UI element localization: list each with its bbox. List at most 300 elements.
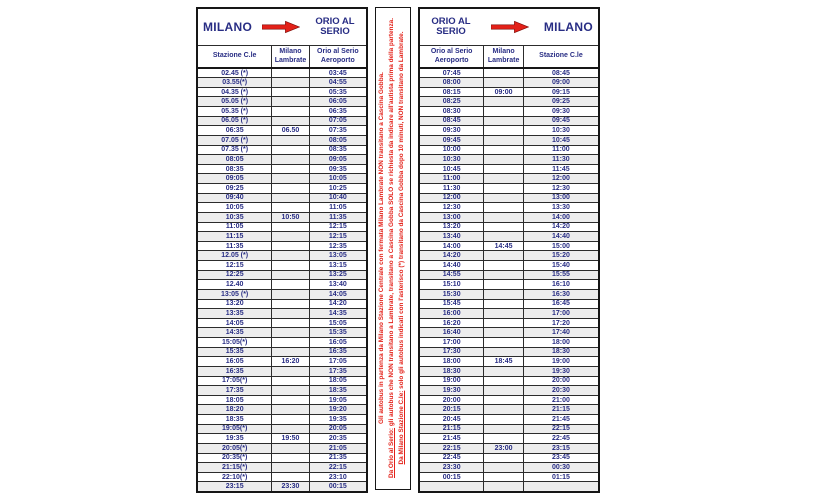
time-cell: 06.05 (*) bbox=[197, 116, 272, 126]
time-cell bbox=[272, 97, 309, 107]
table-row bbox=[419, 309, 599, 319]
time-cell: 07:35 bbox=[309, 126, 367, 136]
table-row bbox=[419, 164, 599, 174]
table-row bbox=[419, 328, 599, 338]
table-title-row bbox=[197, 8, 367, 46]
time-cell bbox=[484, 116, 524, 126]
destination-city-label: MILANO bbox=[543, 19, 593, 34]
time-cell: 20:05(*) bbox=[197, 443, 272, 453]
time-cell: 11:05 bbox=[197, 222, 272, 232]
time-cell: 14:05 bbox=[309, 289, 367, 299]
time-cell: 16:05 bbox=[197, 357, 272, 367]
time-cell bbox=[484, 366, 524, 376]
orio-to-milano-table bbox=[418, 7, 600, 493]
time-cell: 19:30 bbox=[419, 386, 484, 396]
time-cell bbox=[484, 68, 524, 78]
time-cell bbox=[272, 193, 309, 203]
time-cell: 18:05 bbox=[309, 376, 367, 386]
table-row bbox=[419, 318, 599, 328]
time-cell: 22:15 bbox=[523, 424, 599, 434]
column-header-stazione-cle: Stazione C.le bbox=[197, 46, 272, 69]
table-row bbox=[197, 443, 367, 453]
time-cell bbox=[272, 222, 309, 232]
time-cell: 10:25 bbox=[309, 184, 367, 194]
table-row bbox=[197, 318, 367, 328]
time-cell: 12:00 bbox=[523, 174, 599, 184]
notes-strip bbox=[375, 7, 411, 490]
table-row bbox=[419, 97, 599, 107]
time-cell: 17:00 bbox=[523, 309, 599, 319]
time-cell bbox=[484, 107, 524, 117]
time-cell: 22:45 bbox=[523, 434, 599, 444]
time-cell: 07.05 (*) bbox=[197, 135, 272, 145]
time-cell: 18:05 bbox=[197, 395, 272, 405]
time-cell bbox=[272, 299, 309, 309]
time-cell: 10:35 bbox=[197, 212, 272, 222]
time-cell: 23:45 bbox=[523, 453, 599, 463]
time-cell: 12:30 bbox=[523, 184, 599, 194]
time-cell bbox=[272, 328, 309, 338]
time-cell: 21:35 bbox=[309, 453, 367, 463]
time-cell: 19:00 bbox=[523, 357, 599, 367]
time-cell: 22:15 bbox=[309, 463, 367, 473]
table-row bbox=[419, 386, 599, 396]
time-cell: 14:40 bbox=[419, 261, 484, 271]
time-cell: 00:15 bbox=[309, 482, 367, 492]
table-row bbox=[197, 424, 367, 434]
time-cell: 02.45 (*) bbox=[197, 68, 272, 78]
time-cell: 11:30 bbox=[419, 184, 484, 194]
time-cell bbox=[484, 164, 524, 174]
time-cell: 18:35 bbox=[309, 386, 367, 396]
table-row bbox=[197, 68, 367, 78]
time-cell: 16:35 bbox=[309, 347, 367, 357]
time-cell bbox=[523, 482, 599, 492]
time-cell: 20:00 bbox=[419, 395, 484, 405]
time-cell: 10:45 bbox=[419, 164, 484, 174]
time-cell: 18:20 bbox=[197, 405, 272, 415]
time-cell: 06:05 bbox=[309, 97, 367, 107]
table-row bbox=[197, 395, 367, 405]
table-row bbox=[197, 107, 367, 117]
time-cell: 11:00 bbox=[523, 145, 599, 155]
time-cell: 08:45 bbox=[419, 116, 484, 126]
time-cell bbox=[484, 453, 524, 463]
time-cell: 07:05 bbox=[309, 116, 367, 126]
table-row bbox=[419, 395, 599, 405]
table-row bbox=[197, 135, 367, 145]
time-cell: 05:35 bbox=[309, 87, 367, 97]
time-cell: 16:40 bbox=[419, 328, 484, 338]
table-row bbox=[419, 174, 599, 184]
time-cell: 16:10 bbox=[523, 280, 599, 290]
time-cell: 09:00 bbox=[523, 78, 599, 88]
table-row bbox=[197, 453, 367, 463]
time-cell: 17:00 bbox=[419, 338, 484, 348]
note-line-1 bbox=[378, 8, 386, 488]
time-cell bbox=[272, 309, 309, 319]
table-row bbox=[419, 357, 599, 367]
table-row bbox=[197, 376, 367, 386]
time-cell: 14:40 bbox=[523, 232, 599, 242]
time-cell: 21:00 bbox=[523, 395, 599, 405]
time-cell bbox=[272, 338, 309, 348]
time-cell: 17:40 bbox=[523, 328, 599, 338]
table-row bbox=[197, 463, 367, 473]
time-cell: 22:10(*) bbox=[197, 472, 272, 482]
column-header-orio-aeroporto: Orio al Serio Aeroporto bbox=[419, 46, 484, 69]
time-cell: 15:35 bbox=[309, 328, 367, 338]
time-cell: 08:05 bbox=[309, 135, 367, 145]
time-cell: 04.35 (*) bbox=[197, 87, 272, 97]
table-row bbox=[197, 241, 367, 251]
time-cell bbox=[484, 405, 524, 415]
time-cell: 19:00 bbox=[419, 376, 484, 386]
time-cell bbox=[272, 203, 309, 213]
time-cell: 15:45 bbox=[419, 299, 484, 309]
time-cell bbox=[272, 395, 309, 405]
time-cell bbox=[272, 453, 309, 463]
table-row bbox=[197, 415, 367, 425]
table-row bbox=[419, 434, 599, 444]
time-cell bbox=[484, 270, 524, 280]
table-row bbox=[197, 405, 367, 415]
time-cell: 08:30 bbox=[419, 107, 484, 117]
table-row bbox=[419, 463, 599, 473]
table-row bbox=[419, 405, 599, 415]
time-cell bbox=[484, 434, 524, 444]
time-cell: 13:25 bbox=[309, 270, 367, 280]
time-cell bbox=[272, 443, 309, 453]
time-cell bbox=[484, 482, 524, 492]
time-cell bbox=[484, 347, 524, 357]
time-cell: 14:55 bbox=[419, 270, 484, 280]
table-row bbox=[197, 97, 367, 107]
time-cell: 11:00 bbox=[419, 174, 484, 184]
time-cell: 15:10 bbox=[419, 280, 484, 290]
time-cell bbox=[272, 405, 309, 415]
time-cell: 19:20 bbox=[309, 405, 367, 415]
table-row bbox=[197, 232, 367, 242]
time-cell: 14:35 bbox=[309, 309, 367, 319]
time-cell: 15:35 bbox=[197, 347, 272, 357]
time-cell: 12:25 bbox=[197, 270, 272, 280]
time-cell bbox=[272, 232, 309, 242]
time-cell: 09:35 bbox=[309, 164, 367, 174]
note-line-2 bbox=[388, 8, 396, 488]
time-cell: 11:05 bbox=[309, 203, 367, 213]
time-cell bbox=[272, 164, 309, 174]
table-row bbox=[197, 184, 367, 194]
time-cell bbox=[484, 232, 524, 242]
time-cell: 09:30 bbox=[523, 107, 599, 117]
time-cell: 13:15 bbox=[309, 261, 367, 271]
time-cell: 13:00 bbox=[523, 193, 599, 203]
right-arrow-icon bbox=[491, 20, 529, 34]
table-row bbox=[197, 357, 367, 367]
time-cell bbox=[484, 376, 524, 386]
time-cell: 20:30 bbox=[523, 386, 599, 396]
time-cell: 10:50 bbox=[272, 212, 309, 222]
table-row bbox=[197, 155, 367, 165]
time-cell: 09:30 bbox=[419, 126, 484, 136]
table-row bbox=[419, 184, 599, 194]
time-cell: 03.55(*) bbox=[197, 78, 272, 88]
time-cell: 11:45 bbox=[523, 164, 599, 174]
table-row bbox=[419, 251, 599, 261]
table-row bbox=[197, 386, 367, 396]
time-cell: 15:20 bbox=[523, 251, 599, 261]
table-row bbox=[197, 78, 367, 88]
time-cell: 15:05(*) bbox=[197, 338, 272, 348]
time-cell: 08:35 bbox=[309, 145, 367, 155]
time-cell: 14:00 bbox=[523, 212, 599, 222]
table-row bbox=[419, 347, 599, 357]
table-row bbox=[419, 145, 599, 155]
time-cell bbox=[484, 193, 524, 203]
time-cell: 17:20 bbox=[523, 318, 599, 328]
time-cell: 09:45 bbox=[523, 116, 599, 126]
time-cell: 17:05(*) bbox=[197, 376, 272, 386]
table-row bbox=[197, 261, 367, 271]
time-cell bbox=[484, 222, 524, 232]
table-row bbox=[197, 126, 367, 136]
time-cell: 00:15 bbox=[419, 472, 484, 482]
time-cell bbox=[272, 270, 309, 280]
table-row bbox=[197, 116, 367, 126]
time-cell bbox=[272, 78, 309, 88]
time-cell: 18:35 bbox=[197, 415, 272, 425]
table-row bbox=[419, 415, 599, 425]
table-row bbox=[197, 222, 367, 232]
time-cell: 14:05 bbox=[197, 318, 272, 328]
origin-city-label: MILANO bbox=[203, 19, 253, 34]
time-cell: 06:35 bbox=[197, 126, 272, 136]
time-cell bbox=[484, 280, 524, 290]
time-cell: 12:00 bbox=[419, 193, 484, 203]
time-cell: 20:15 bbox=[419, 405, 484, 415]
time-cell: 08:00 bbox=[419, 78, 484, 88]
time-cell: 18:30 bbox=[419, 366, 484, 376]
time-cell bbox=[272, 289, 309, 299]
time-cell bbox=[484, 145, 524, 155]
time-cell: 06:35 bbox=[309, 107, 367, 117]
time-cell: 17:05 bbox=[309, 357, 367, 367]
table-row bbox=[419, 222, 599, 232]
table-row bbox=[419, 78, 599, 88]
time-cell: 21:45 bbox=[419, 434, 484, 444]
time-cell: 14:45 bbox=[484, 241, 524, 251]
table-row bbox=[197, 299, 367, 309]
time-cell: 09:15 bbox=[523, 87, 599, 97]
time-cell: 11:35 bbox=[197, 241, 272, 251]
time-cell bbox=[272, 424, 309, 434]
table-row bbox=[197, 164, 367, 174]
time-cell: 03:45 bbox=[309, 68, 367, 78]
time-cell: 13:05 bbox=[309, 251, 367, 261]
time-cell: 23:15 bbox=[197, 482, 272, 492]
table-row bbox=[419, 424, 599, 434]
column-header-milano-lambrate: Milano Lambrate bbox=[484, 46, 524, 69]
time-cell: 10:30 bbox=[523, 126, 599, 136]
time-cell bbox=[272, 463, 309, 473]
time-cell bbox=[484, 261, 524, 271]
time-cell: 12:15 bbox=[309, 232, 367, 242]
time-cell: 10:30 bbox=[419, 155, 484, 165]
time-cell: 19:30 bbox=[523, 366, 599, 376]
time-cell: 14:35 bbox=[197, 328, 272, 338]
table-row bbox=[419, 203, 599, 213]
time-cell bbox=[484, 299, 524, 309]
table-row bbox=[197, 174, 367, 184]
time-cell bbox=[484, 424, 524, 434]
time-cell: 14:00 bbox=[419, 241, 484, 251]
time-cell bbox=[272, 280, 309, 290]
time-cell: 14:20 bbox=[419, 251, 484, 261]
table-row bbox=[419, 299, 599, 309]
time-cell bbox=[272, 261, 309, 271]
time-cell: 18:00 bbox=[523, 338, 599, 348]
note-line-3 bbox=[398, 8, 406, 488]
time-cell bbox=[272, 318, 309, 328]
time-cell: 21:15 bbox=[523, 405, 599, 415]
time-cell: 16:20 bbox=[419, 318, 484, 328]
time-cell bbox=[484, 318, 524, 328]
time-cell: 07.35 (*) bbox=[197, 145, 272, 155]
time-cell bbox=[484, 463, 524, 473]
time-cell: 23:30 bbox=[419, 463, 484, 473]
time-cell: 08:25 bbox=[419, 97, 484, 107]
time-cell: 12.40 bbox=[197, 280, 272, 290]
rotated-notes bbox=[376, 8, 407, 488]
table-row bbox=[197, 366, 367, 376]
time-cell bbox=[484, 203, 524, 213]
table-row bbox=[197, 347, 367, 357]
table-row bbox=[197, 145, 367, 155]
table-row bbox=[197, 472, 367, 482]
time-cell bbox=[272, 87, 309, 97]
note-lead: Da Milano Stazione C.le: bbox=[397, 390, 405, 465]
time-cell: 16:35 bbox=[197, 366, 272, 376]
time-cell: 18:00 bbox=[419, 357, 484, 367]
time-cell: 19:35 bbox=[309, 415, 367, 425]
table-row bbox=[197, 193, 367, 203]
time-cell: 12:35 bbox=[309, 241, 367, 251]
table-row bbox=[197, 309, 367, 319]
right-arrow-icon bbox=[262, 20, 300, 34]
milano-to-orio-table bbox=[196, 7, 368, 493]
table-row bbox=[197, 289, 367, 299]
time-cell: 21:15(*) bbox=[197, 463, 272, 473]
time-cell: 09:25 bbox=[197, 184, 272, 194]
time-cell: 00:30 bbox=[523, 463, 599, 473]
time-cell: 05.05 (*) bbox=[197, 97, 272, 107]
table-row bbox=[419, 366, 599, 376]
time-cell: 13:20 bbox=[419, 222, 484, 232]
time-cell bbox=[272, 155, 309, 165]
time-cell: 21:15 bbox=[419, 424, 484, 434]
time-cell bbox=[484, 338, 524, 348]
time-cell: 06.50 bbox=[272, 126, 309, 136]
time-cell: 08:35 bbox=[197, 164, 272, 174]
table-row bbox=[419, 482, 599, 492]
time-cell: 08:05 bbox=[197, 155, 272, 165]
table-row bbox=[419, 289, 599, 299]
time-cell bbox=[484, 251, 524, 261]
table-row bbox=[197, 434, 367, 444]
time-cell bbox=[484, 184, 524, 194]
time-cell: 09:05 bbox=[197, 174, 272, 184]
time-cell bbox=[272, 174, 309, 184]
time-cell bbox=[272, 472, 309, 482]
time-cell bbox=[272, 251, 309, 261]
table-title-row bbox=[419, 8, 599, 46]
time-cell: 12:30 bbox=[419, 203, 484, 213]
time-cell: 05.35 (*) bbox=[197, 107, 272, 117]
time-cell: 10:00 bbox=[419, 145, 484, 155]
table-row bbox=[419, 280, 599, 290]
time-cell: 01:15 bbox=[523, 472, 599, 482]
time-cell: 17:35 bbox=[197, 386, 272, 396]
time-cell: 17:30 bbox=[419, 347, 484, 357]
time-cell: 20:05 bbox=[309, 424, 367, 434]
table-row bbox=[197, 212, 367, 222]
time-cell: 16:05 bbox=[309, 338, 367, 348]
table-row bbox=[419, 193, 599, 203]
time-cell bbox=[272, 386, 309, 396]
time-cell bbox=[272, 376, 309, 386]
time-cell: 09:40 bbox=[197, 193, 272, 203]
time-cell: 16:00 bbox=[419, 309, 484, 319]
time-cell: 20:35(*) bbox=[197, 453, 272, 463]
time-cell bbox=[484, 386, 524, 396]
time-cell: 18:45 bbox=[484, 357, 524, 367]
time-cell bbox=[272, 135, 309, 145]
time-cell: 08:15 bbox=[419, 87, 484, 97]
table-row bbox=[197, 270, 367, 280]
table-row bbox=[419, 126, 599, 136]
column-header-stazione-cle: Stazione C.le bbox=[523, 46, 599, 69]
time-cell bbox=[272, 415, 309, 425]
time-cell: 04:55 bbox=[309, 78, 367, 88]
time-cell: 20:35 bbox=[309, 434, 367, 444]
time-cell bbox=[272, 184, 309, 194]
time-cell: 12:15 bbox=[197, 261, 272, 271]
time-cell bbox=[484, 97, 524, 107]
time-cell bbox=[272, 347, 309, 357]
table-row bbox=[419, 376, 599, 386]
destination-city-label: ORIO AL SERIO bbox=[315, 16, 355, 37]
time-cell bbox=[484, 395, 524, 405]
time-cell bbox=[484, 309, 524, 319]
time-cell bbox=[484, 135, 524, 145]
origin-city-label: ORIO AL SERIO bbox=[431, 16, 471, 37]
table-row bbox=[419, 87, 599, 97]
time-cell: 16:45 bbox=[523, 299, 599, 309]
table-row bbox=[197, 280, 367, 290]
time-cell bbox=[419, 482, 484, 492]
time-cell bbox=[484, 126, 524, 136]
table-row bbox=[419, 338, 599, 348]
time-cell: 23:00 bbox=[484, 443, 524, 453]
time-cell bbox=[484, 328, 524, 338]
note-text: solo gli autobus indicati con l'asterisco (*) transitano da Cascina Gobba dopo 10 minuti, NON transitano da Lambrate. bbox=[397, 31, 405, 391]
table-row bbox=[419, 453, 599, 463]
time-cell: 07:45 bbox=[419, 68, 484, 78]
table-row bbox=[197, 338, 367, 348]
table-row bbox=[419, 155, 599, 165]
time-cell bbox=[272, 241, 309, 251]
